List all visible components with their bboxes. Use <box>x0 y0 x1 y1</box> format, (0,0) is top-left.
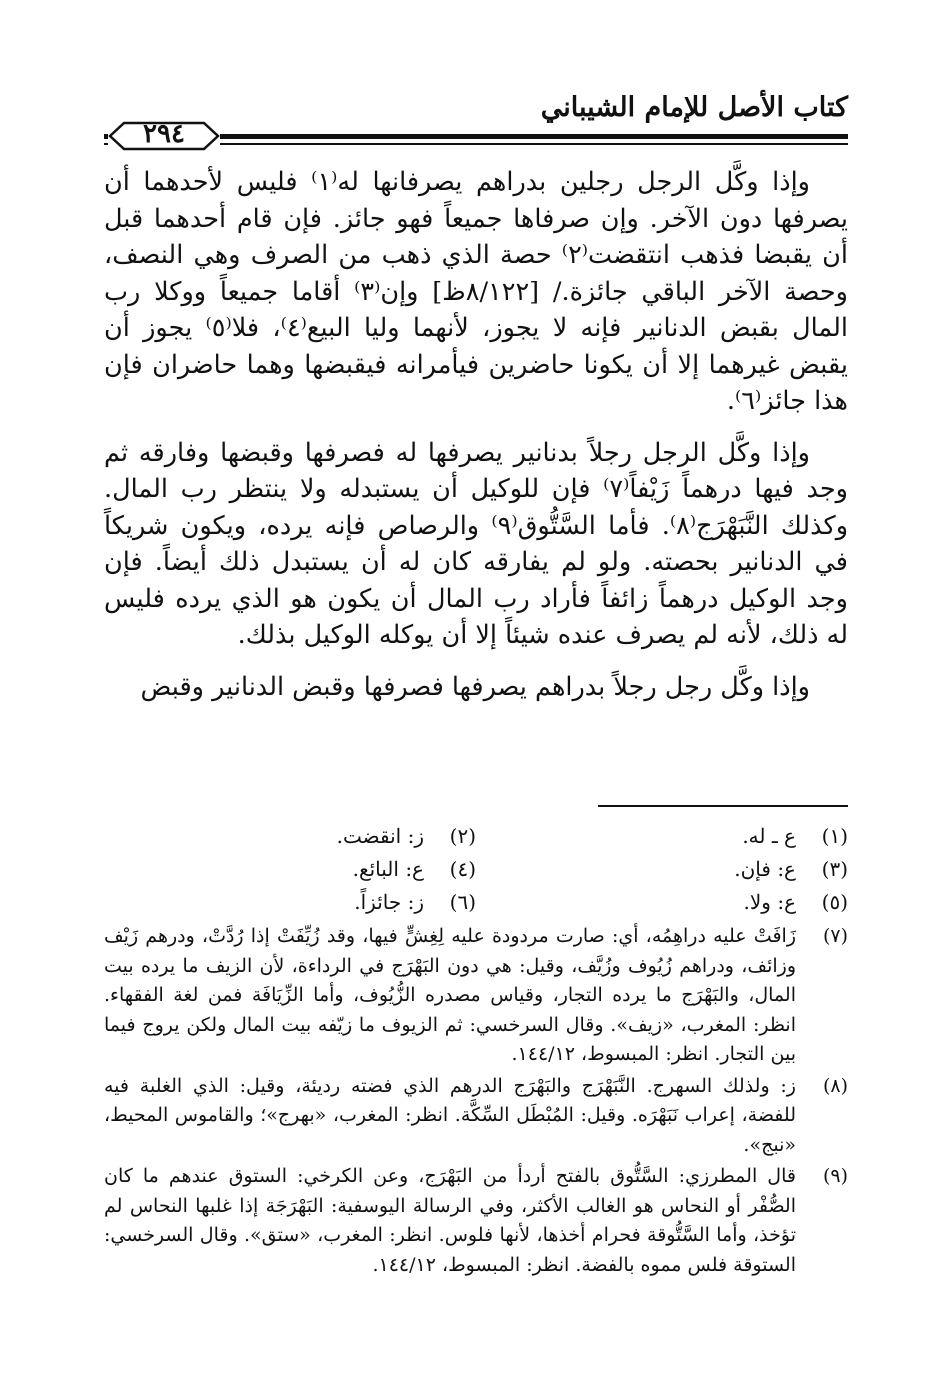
footnote <box>104 1162 848 1280</box>
footnote <box>476 820 848 853</box>
page-number: ٢٩٤ <box>143 119 185 149</box>
page-header <box>104 86 848 149</box>
footnotes-long <box>104 922 848 1282</box>
footnote <box>476 853 848 886</box>
footnote-text: ع: ولا. <box>743 890 796 914</box>
footnote-text: ع: البائع. <box>352 857 424 881</box>
footnote <box>104 1072 848 1161</box>
footnotes-short <box>104 820 848 919</box>
footnote-text: زَافَتْ عليه دراهِمُه، أي: صارت مردودة عليه لِغِشٍّ فيها، وقد زُيِّفَتْ إذا رُدَّتْ، ودرهم زَيْف وزائف، ودراهم زُيُوف وزُيَّف، وقيل: هي دون البَهْرَج في الرداءة، لأن الزيف ما يرده بيت المال، والبَهْرَج ما يرده التجار، وقياس مصدره الزُّيُوف، وأما الزِّيَافَة فمن لغة الفقهاء. انظر: المغرب، «زيف». وقال السرخسي: ثم الزيوف ما زيّفه بيت المال ولكن يروج فيما بين التجار. انظر: المبسوط، ١٤٤/١٢. <box>104 925 796 1065</box>
footnote-text: ز: جائزاً. <box>354 890 424 914</box>
footnote-separator <box>598 805 848 807</box>
footnote-text: ز: ولذلك السهرج. النَّبَهْرَج والبَهْرَج الدرهم الذي فضته رديئة، وقيل: الذي الغلبة فيه للفضة، إعراب نَبَهْرَه. وقيل: المُبْطَل السِّكَّة. انظر: المغرب، «بهرج»؛ والقاموس المحيط، «نبج». <box>104 1074 796 1156</box>
paragraph: وإذا وكَّل الرجل رجلاً بدنانير يصرفها له فصرفها وقبضها وفارقه ثم وجد فيها درهماً زَيْفاً⁽٧⁾ فإن للوكيل أن يستبدله ولا ينتظر رب المال. وكذلك النَّبَهْرَج⁽٨⁾. فأما السَّتُّوق⁽٩⁾ والرصاص فإنه يرده، ويكون شريكاً في الدنانير بحصته. ولو لم يفارقه كان له أن يستبدل ذلك أيضاً. فإن وجد الوكيل درهماً زائفاً فأراد رب المال أن يكون هو الذي يرده فليس له ذلك، لأنه لم يصرف عنده شيئاً إلا أن يوكله الوكيل بذلك. <box>104 437 849 650</box>
footnote-text: ع ـ له. <box>742 824 796 848</box>
footnote-number: (٢) <box>449 824 476 848</box>
paragraph: وإذا وكَّل رجل رجلاً بدراهم يصرفها فصرفها وقبض الدنانير وقبض <box>140 671 810 702</box>
main-text <box>104 164 848 705</box>
footnote-number: (٩) <box>822 1165 848 1187</box>
page-number-badge <box>108 121 220 151</box>
footnote-text: ز: انقضت. <box>336 824 424 848</box>
footnote-number: (١) <box>821 824 848 848</box>
footnote <box>476 886 848 919</box>
footnote-number: (٣) <box>821 857 848 881</box>
footnote <box>104 853 476 886</box>
footnote <box>104 886 476 919</box>
footnote-number: (٨) <box>822 1074 848 1097</box>
footnote <box>104 922 848 1070</box>
footnote-row <box>104 853 848 886</box>
footnote-row <box>104 820 848 853</box>
footnote-text: ع: فإن. <box>734 857 796 881</box>
footnote-text: قال المطرزي: السَّتُّوق بالفتح أردأ من البَهْرَج، وعن الكرخي: الستوق عندهم ما كان الصُّفْر أو النحاس هو الغالب الأكثر، وفي الرسالة اليوسفية: البَهْرَجَة إذا غلبها النحاس لم تؤخذ، وأما السَّتُّوقة فحرام أخذها، لأنها فلوس. انظر: المغرب، «ستق». وقال السرخسي: الستوقة فلس مموه بالفضة. انظر: المبسوط، ١٤٤/١٢. <box>104 1165 796 1276</box>
running-title: كتاب الأصل للإمام الشيباني <box>540 92 848 123</box>
footnote-number: (٤) <box>449 857 476 881</box>
footnote-number: (٧) <box>822 925 848 947</box>
footnote-row <box>104 886 848 919</box>
footnote <box>104 820 476 853</box>
footnote-number: (٥) <box>821 890 848 914</box>
footnote-number: (٦) <box>449 890 476 914</box>
paragraph: وإذا وكَّل الرجل رجلين بدراهم يصرفانها له⁽١⁾ فليس لأحدهما أن يصرفها دون الآخر. وإن صرفاها جميعاً فهو جائز. فإن قام أحدهما قبل أن يقبضا فذهب انتقضت⁽٢⁾ حصة الذي ذهب من الصرف وهي النصف، وحصة الآخر الباقي جائزة./ [٨/١٢٢ظ] وإن⁽٣⁾ أقاما جميعاً ووكلا رب المال بقبض الدنانير فإنه لا يجوز، لأنهما وليا البيع⁽٤⁾، فلا⁽٥⁾ يجوز أن يقبض غيرهما إلا أن يكونا حاضرين فيأمرانه فيقبضها وهما حاضران فإن هذا جائز⁽٦⁾. <box>104 167 849 416</box>
